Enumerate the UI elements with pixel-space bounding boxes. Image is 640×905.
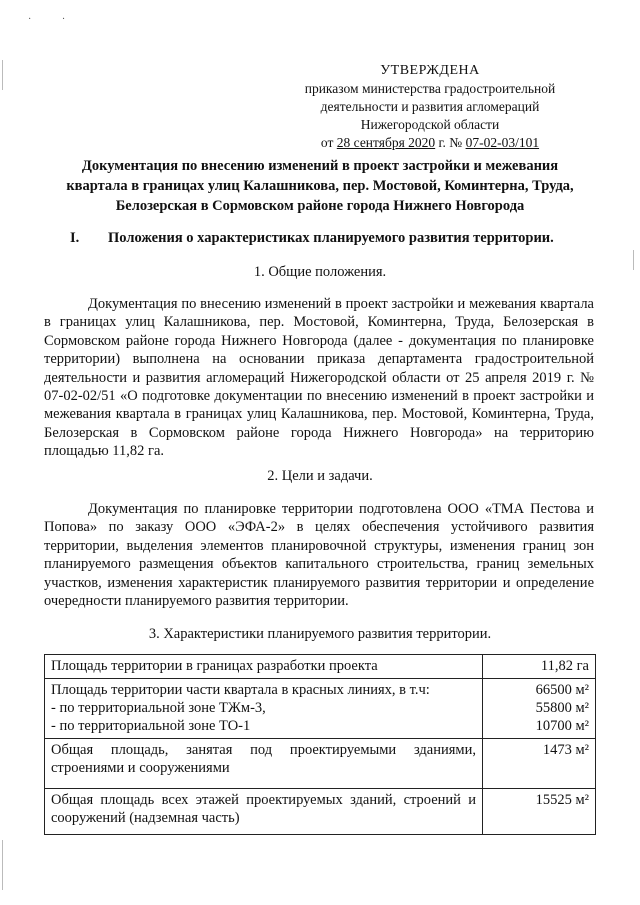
paragraph-general [44,295,594,461]
subsection-heading-goals: 2. Цели и задачи. [267,468,373,484]
table-cell-label [45,679,483,739]
label-line: - по территориальной зоне ТЖм-3, [51,700,266,716]
value-line: 66500 м² [535,682,589,698]
table-row [45,739,596,789]
title-line: Белозерская в Сормовском районе города Нижнего Новгорода [115,198,525,214]
approval-date: 28 сентября 2020 [336,135,436,150]
table-row [45,679,596,739]
value-line: 10700 м² [535,718,589,734]
approval-line: Нижегородской области [360,117,500,132]
approval-date-line [300,134,560,152]
title-line: квартала в границах улиц Калашникова, пер. Мостовой, Коминтерна, Труда, [66,178,574,194]
subsection-heading-characteristics: 3. Характеристики планируемого развития территории. [148,626,492,642]
table-cell-value: 1473 м² [483,739,596,789]
scan-edge-mark [2,840,3,890]
table-cell-label: Общая площадь всех этажей проектируемых зданий, строений и сооружений (надземная часть) [45,789,483,835]
scan-edge-mark [2,60,3,90]
table-cell-value: 15525 м² [483,789,596,835]
approval-line: приказом министерства градостроительной [304,81,556,96]
subsection-heading-general: 1. Общие положения. [253,264,387,280]
paragraph-text: Документация по планировке территории подготовлена ООО «ТМА Пестова и Попова» по заказу ООО «ЭФА-2» в целях обеспечения устойчивого развития территории, выделения элементов планировочной структуры, изменения границ зон планируемого размещения объектов капитального строительства, границ земельных участков, изменения характеристик планируемого развития территории и определение очередности планируемого развития территории. [44,501,594,610]
date-suffix: г. № [435,135,466,150]
label-line: - по территориальной зоне ТО-1 [51,718,251,734]
approval-number: 07-02-03/101 [465,135,540,150]
table-row [45,655,596,679]
characteristics-table [44,654,596,835]
approval-line: деятельности и развития агломераций [320,99,540,114]
scan-marks: · · [28,14,80,25]
date-prefix: от [320,135,337,150]
table-row [45,789,596,835]
value-line: 55800 м² [535,700,589,716]
title-line: Документация по внесению изменений в проект застройки и межевания [81,158,559,174]
label-line: Площадь территории части квартала в красных линиях, в т.ч: [51,682,430,698]
section-heading [70,228,610,248]
document-title [40,156,600,216]
table-cell-label: Общая площадь, занятая под проектируемыми зданиями, строениями и сооружениями [45,739,483,789]
table-cell-value: 11,82 га [483,655,596,679]
paragraph-text: Документация по внесению изменений в проект застройки и межевания квартала в границах улиц Калашникова, пер. Мостовой, Коминтерна, Труда, Белозерская в Сормовском районе города Нижнего Новгорода (далее - документация по планировке территории) выполнена на основании приказа департамента градостроительной деятельности и развития агломераций Нижегородской области от 25 апреля 2019 г. № 07-02-02/51 «О подготовке документации по внесению изменений в проект застройки и межевания квартала в границах улиц Калашникова, пер. Мостовой, Коминтерна, Труда, Белозерская в Сормовском районе города Нижнего Новгорода» на территорию площадью 11,82 га. [44,296,594,460]
table-cell-value [483,679,596,739]
paragraph-goals [44,500,594,610]
approval-stamp [300,62,560,152]
section-number: I. [70,230,80,246]
section-title: Положения о характеристиках планируемого развития территории. [108,230,554,246]
table-cell-label: Площадь территории в границах разработки проекта [45,655,483,679]
approval-head: УТВЕРЖДЕНА [380,63,480,78]
